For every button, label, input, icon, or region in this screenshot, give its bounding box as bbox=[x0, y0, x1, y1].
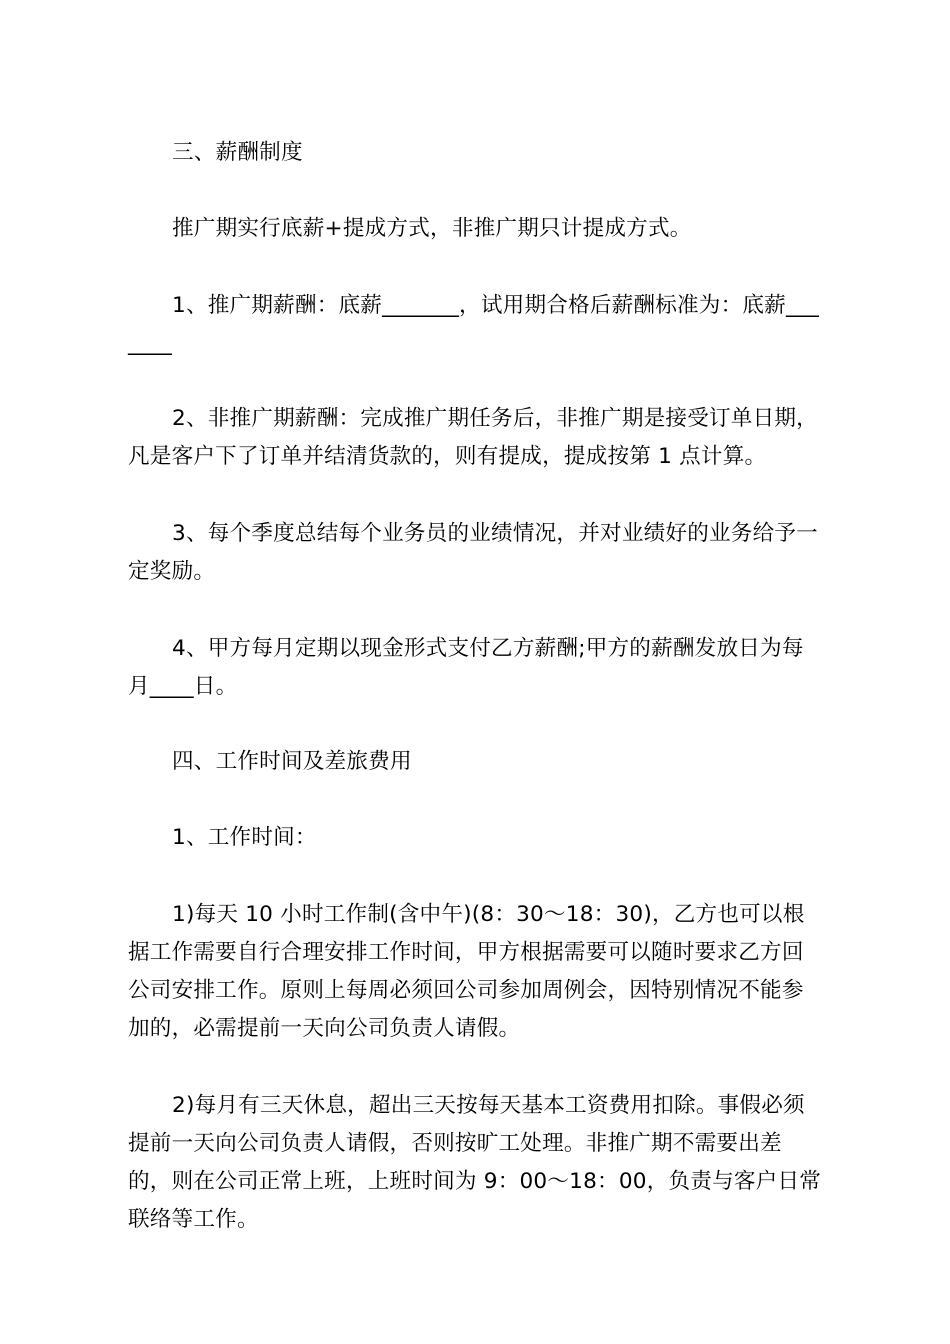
paragraph-work-time-rule-2: 2)每月有三天休息，超出三天按每天基本工资费用扣除。事假必须提前一天向公司负责人请假，否则按旷工处理。非推广期不需要出差的，则在公司正常上班，上班时间为 9：00～18：00，负责与客户日常联络等工作。 bbox=[128, 1093, 822, 1232]
section-heading-work-time: 四、工作时间及差旅费用 bbox=[172, 749, 412, 774]
paragraph-salary-mode: 推广期实行底薪+提成方式，非推广期只计提成方式。 bbox=[172, 216, 692, 241]
paragraph-salary-item-1: 1、推广期薪酬：底薪_______，试用期合格后薪酬标准为：底薪_______ bbox=[128, 293, 819, 356]
document-page bbox=[128, 0, 824, 1344]
paragraph-work-time-title: 1、工作时间： bbox=[172, 825, 317, 850]
paragraph-salary-item-3: 3、每个季度总结每个业务员的业绩情况，并对业绩好的业务给予一定奖励。 bbox=[128, 521, 818, 584]
section-heading-salary: 三、薪酬制度 bbox=[172, 140, 303, 165]
paragraph-work-time-rule-1: 1)每天 10 小时工作制(含中午)(8：30～18：30)，乙方也可以根据工作需要自行合理安排工作时间，甲方根据需要可以随时要求乙方回公司安排工作。原则上每周必须回公司参加周例会，因特别情况不能参加的，必需提前一天向公司负责人请假。 bbox=[128, 902, 805, 1041]
paragraph-salary-item-2: 2、非推广期薪酬：完成推广期任务后，非推广期是接受订单日期，凡是客户下了订单并结清货款的，则有提成，提成按第 1 点计算。 bbox=[128, 406, 818, 469]
paragraph-salary-item-4: 4、甲方每月定期以现金形式支付乙方薪酬;甲方的薪酬发放日为每月____日。 bbox=[128, 636, 804, 699]
